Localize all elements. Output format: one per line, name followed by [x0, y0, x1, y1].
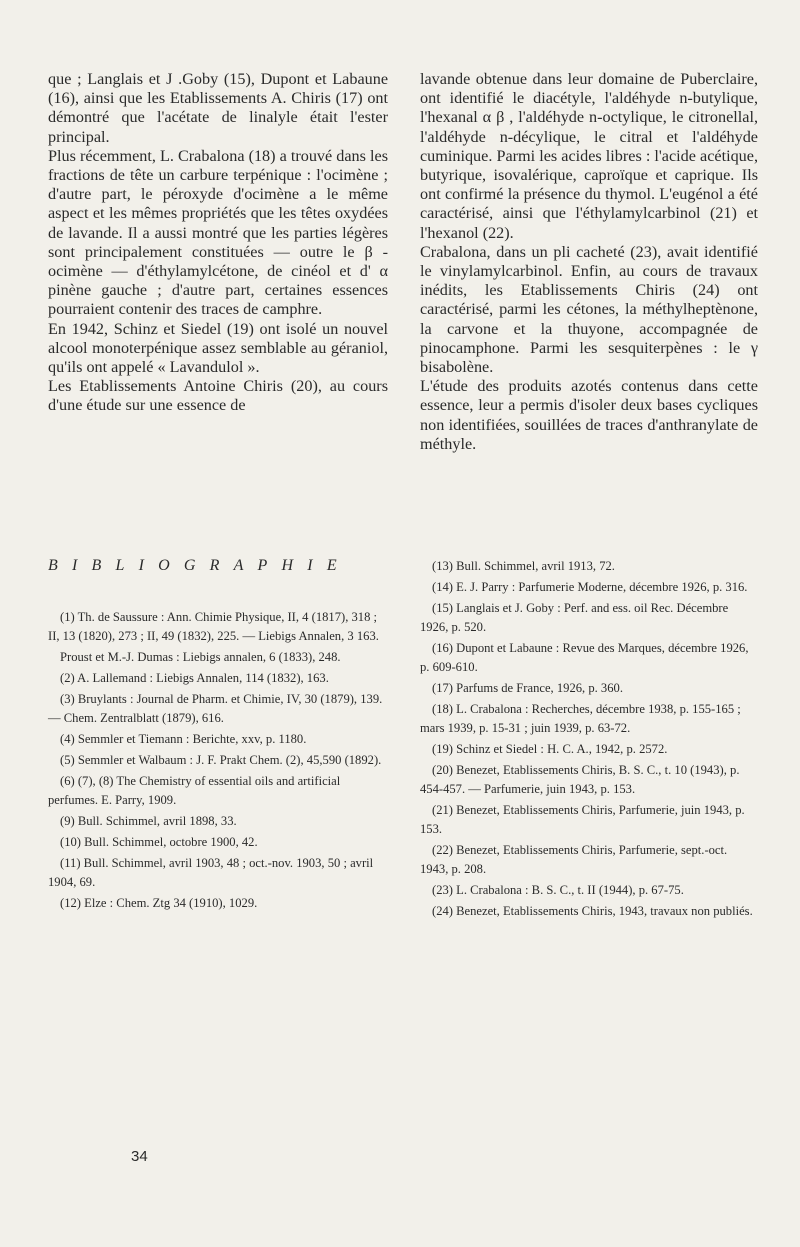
paragraph: Les Etablissements Antoine Chiris (20), au cours d'une étude sur une essence de	[48, 377, 388, 415]
bibliography-entry: (3) Bruylants : Journal de Pharm. et Chimie, IV, 30 (1879), 139. — Chem. Zentralblatt (1879), 616.	[48, 692, 383, 725]
bibliography-entry: (22) Benezet, Etablissements Chiris, Parfumerie, sept.-oct. 1943, p. 208.	[420, 843, 728, 876]
bibliography-left-list	[48, 608, 388, 915]
bibliography-entry: (16) Dupont et Labaune : Revue des Marques, décembre 1926, p. 609-610.	[420, 641, 749, 674]
left-body-text	[48, 70, 388, 416]
paragraph: Crabalona, dans un pli cacheté (23), avait identifié le vinylamylcarbinol. Enfin, au cours de travaux inédits, les Etablissements Chiris (24) ont caractérisé, parmi les cétones, la méthylheptènone, la carvone et la thuyone, accompagnée de pinocamphone. Parmi les sesquiterpènes : le γ bisabolène.	[420, 242, 758, 377]
bibliography-right-list	[420, 557, 758, 923]
bibliography-entry: (23) L. Crabalona : B. S. C., t. II (1944), p. 67-75.	[432, 883, 684, 897]
bibliography-heading: BIBLIOGRAPHIE	[48, 557, 351, 574]
paragraph: lavande obtenue dans leur domaine de Puberclaire, ont identifié le diacétyle, l'aldéhyde n-butylique, l'hexanal α β , l'aldéhyde n-octylique, le citronellal, l'aldéhyde n-décylique, le citral et l'aldéhyde cuminique. Parmi les acides libres : l'acide acétique, butyrique, isovalérique, caproïque et caprique. Ils ont confirmé la présence du thymol. L'eugénol a été caractérisé, ainsi que l'éthylamylcarbinol (21) et l'hexanol (22).	[420, 70, 758, 242]
bibliography-entry: (13) Bull. Schimmel, avril 1913, 72.	[432, 559, 615, 573]
bibliography-entry: (4) Semmler et Tiemann : Berichte, xxv, p. 1180.	[60, 732, 307, 746]
bibliography-entry: (2) A. Lallemand : Liebigs Annalen, 114 (1832), 163.	[60, 671, 329, 685]
bibliography-entry: (10) Bull. Schimmel, octobre 1900, 42.	[60, 835, 258, 849]
bibliography-entry: (5) Semmler et Walbaum : J. F. Prakt Chem. (2), 45,590 (1892).	[60, 753, 382, 767]
bibliography-entry: (19) Schinz et Siedel : H. C. A., 1942, p. 2572.	[432, 742, 668, 756]
page-number: 34	[131, 1148, 148, 1165]
paragraph: L'étude des produits azotés contenus dans cette essence, leur a permis d'isoler deux bases cycliques non identifiées, souillées de traces d'anthranylate de méthyle.	[420, 377, 758, 453]
bibliography-entry: (24) Benezet, Etablissements Chiris, 1943, travaux non publiés.	[432, 904, 753, 918]
bibliography-entry: Proust et M.-J. Dumas : Liebigs annalen, 6 (1833), 248.	[60, 650, 341, 664]
bibliography-entry: (12) Elze : Chem. Ztg 34 (1910), 1029.	[60, 896, 258, 910]
bibliography-entry: (21) Benezet, Etablissements Chiris, Parfumerie, juin 1943, p. 153.	[420, 803, 745, 836]
paragraph: que ; Langlais et J .Goby (15), Dupont et Labaune (16), ainsi que les Etablissements A. Chiris (17) ont démontré que l'acétate de linalyle était l'ester principal.	[48, 70, 388, 146]
bibliography-entry: (18) L. Crabalona : Recherches, décembre 1938, p. 155-165 ; mars 1939, p. 15-31 ; juin 1939, p. 63-72.	[420, 702, 741, 735]
bibliography-entry: (20) Benezet, Etablissements Chiris, B. S. C., t. 10 (1943), p. 454-457. — Parfumerie, juin 1943, p. 153.	[420, 763, 740, 796]
right-body-text	[420, 70, 758, 454]
bibliography-entry: (11) Bull. Schimmel, avril 1903, 48 ; oct.-nov. 1903, 50 ; avril 1904, 69.	[48, 856, 374, 889]
bibliography-entry: (17) Parfums de France, 1926, p. 360.	[432, 681, 623, 695]
paragraph: Plus récemment, L. Crabalona (18) a trouvé dans les fractions de tête un carbure terpénique : l'ocimène ; d'autre part, le péroxyde d'ocimène a le même aspect et les mêmes propriétés que les têtes oxydées de lavande. Il a aussi montré que les parties légères sont principalement constituées — outre le β -ocimène — d'éthylamylcétone, de cinéol et d' α pinène gauche ; d'autre part, certaines essences pourraient contenir des traces de camphre.	[48, 146, 388, 319]
bibliography-entry: (9) Bull. Schimmel, avril 1898, 33.	[60, 814, 237, 828]
bibliography-entry: (15) Langlais et J. Goby : Perf. and ess. oil Rec. Décembre 1926, p. 520.	[420, 601, 729, 634]
paragraph: En 1942, Schinz et Siedel (19) ont isolé un nouvel alcool monoterpénique assez semblable au géraniol, qu'ils ont appelé « Lavandulol ».	[48, 319, 388, 377]
bibliography-entry: (6) (7), (8) The Chemistry of essential oils and artificial perfumes. E. Parry, 1909.	[48, 774, 341, 807]
bibliography-entry: (14) E. J. Parry : Parfumerie Moderne, décembre 1926, p. 316.	[432, 580, 748, 594]
bibliography-entry: (1) Th. de Saussure : Ann. Chimie Physique, II, 4 (1817), 318 ; II, 13 (1820), 273 ; II, 49 (1832), 225. — Liebigs Annalen, 3 163.	[48, 610, 379, 643]
